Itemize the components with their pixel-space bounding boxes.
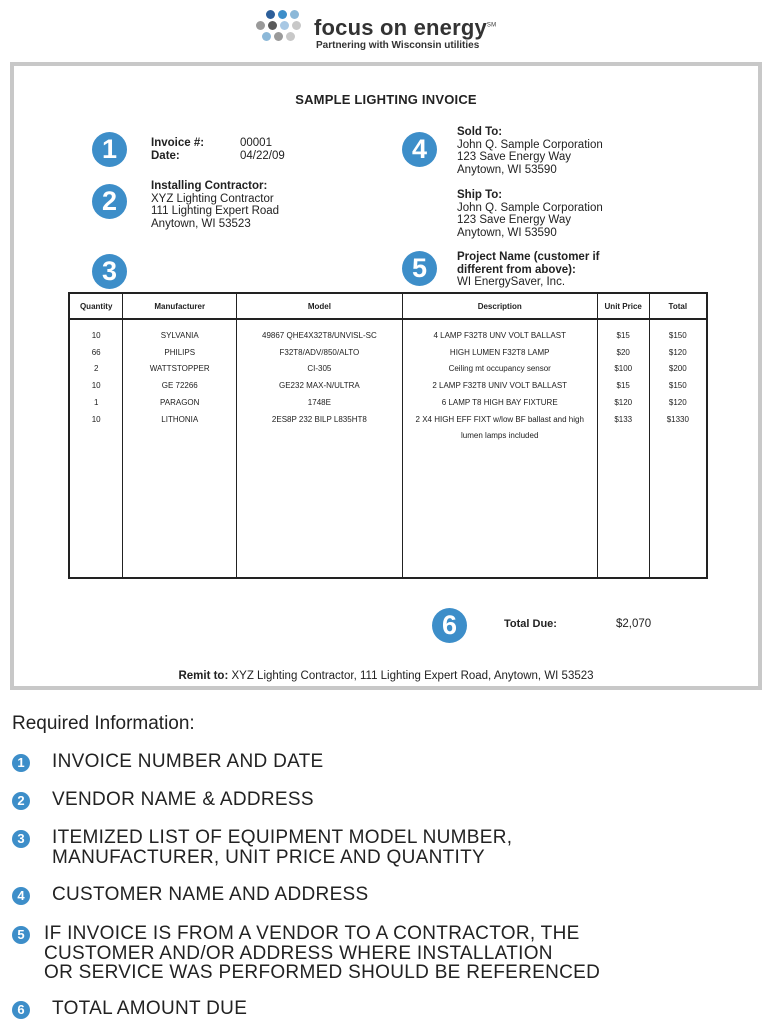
logo-dot [262,32,271,41]
badge-3: 3 [92,254,127,289]
logo-dots-icon [252,8,308,48]
required-item-text: IF INVOICE IS FROM A VENDOR TO A CONTRACTOR, THE CUSTOMER AND/OR ADDRESS WHERE INSTALLATION OR SERVICE WAS PERFORMED SHOULD BE REFERENCED [44,923,601,983]
logo-dot [286,32,295,41]
invoice-title: SAMPLE LIGHTING INVOICE [295,92,477,107]
required-item-text: TOTAL AMOUNT DUE [52,998,248,1019]
table-cell: $100 [614,364,633,374]
logo-dot [274,32,283,41]
remit-label: Remit to: [178,670,229,682]
table-cell: $150 [668,381,687,391]
logo-wordmark: focus on energy℠ [314,15,497,40]
required-info-heading: Required Information: [12,713,195,734]
column-header: Model [237,293,403,319]
logo-dot [256,21,265,30]
required-item-text: ITEMIZED LIST OF EQUIPMENT MODEL NUMBER, MANUFACTURER, UNIT PRICE AND QUANTITY [52,827,513,868]
logo-dot [292,21,301,30]
table-cell: GE 72266 [161,381,198,391]
table-cell: $133 [614,414,633,424]
table-cell: 2 X4 HIGH EFF FIXT w/low BF ballast and high lumen lamps included [415,414,584,441]
table-cell: SYLVANIA [160,331,199,340]
table-cell: Ceiling mt occupancy sensor [448,364,551,374]
column-header: Manufacturer [123,293,237,319]
focus-on-energy-logo [252,8,552,54]
sold-to-street: 123 Save Energy Way [457,151,571,163]
logo-dot [266,10,275,19]
table-cell: F32T8/ADV/850/ALTO [279,347,360,357]
sold-to-city: Anytown, WI 53590 [457,163,557,176]
table-cell: $15 [616,331,630,340]
table-cell: $1330 [666,414,689,424]
table-cell: $120 [668,397,687,407]
ship-to-street: 123 Save Energy Way [457,214,571,226]
table-cell: 1748E [307,397,331,407]
number-badge-icon: 1 [12,754,30,772]
contractor-name: XYZ Lighting Contractor [151,192,274,205]
table-cell: 49867 QHE4X32T8/UNVISL-SC [262,331,377,340]
number-badge-icon: 5 [12,926,30,944]
table-body [69,319,707,578]
required-item [12,999,247,1019]
invoice-number-label: Invoice #: [151,137,205,149]
description-column [402,319,597,578]
total-due-value: $2,070 [616,618,652,630]
table-cell: 1 [93,397,99,407]
required-item [12,828,512,867]
table-cell: $15 [616,381,630,391]
logo-dot [268,21,277,30]
ship-to-name: John Q. Sample Corporation [457,201,603,214]
logo-dot [290,10,299,19]
sample-invoice [10,62,762,690]
invoice-date-label: Date: [151,149,180,162]
number-badge-icon: 6 [12,1001,30,1019]
badge-6: 6 [432,608,467,643]
table-cell: HIGH LUMEN F32T8 LAMP [449,347,550,357]
number-badge-icon: 4 [12,887,30,905]
table-cell: WATTSTOPPER [149,364,210,374]
required-item [12,790,314,810]
table-cell: $120 [668,347,687,357]
table-cell: PARAGON [160,397,200,407]
sold-to-label: Sold To: [457,126,503,138]
required-item [12,752,324,772]
total-column [649,319,707,578]
project-label-line2: different from above): [457,263,576,276]
installing-contractor [151,180,279,230]
badge-2: 2 [92,184,127,219]
invoice-number-date [151,137,285,162]
badge-4: 4 [402,132,437,167]
required-item-text: VENDOR NAME & ADDRESS [52,789,314,810]
ship-to-label: Ship To: [457,189,503,201]
remit-address: XYZ Lighting Contractor, 111 Lighting Expert Road, Anytown, WI 53523 [231,670,594,682]
table-cell: 2 [93,364,99,374]
logo-tagline: Partnering with Wisconsin utilities [316,40,480,51]
column-header: Total [649,293,707,319]
contractor-street: 111 Lighting Expert Road [151,205,280,217]
invoice-date: 04/22/09 [240,149,285,162]
table-cell: GE232 MAX-N/ULTRA [278,381,360,391]
ship-to-city: Anytown, WI 53590 [457,226,557,239]
quantity-column [69,319,123,578]
contractor-city: Anytown, WI 53523 [151,217,251,230]
invoice-number: 00001 [240,137,272,149]
ship-to [457,189,603,239]
table-cell: 4 LAMP F32T8 UNV VOLT BALLAST [433,331,566,340]
remit-to [14,670,758,682]
table-cell: LITHONIA [161,414,199,424]
column-header: Description [402,293,597,319]
table-cell: $200 [668,364,687,374]
table-cell: 66 [91,347,101,357]
project-label-line1: Project Name (customer if [457,251,600,263]
table-cell: 6 LAMP T8 HIGH BAY FIXTURE [441,397,558,407]
manufacturer-column [123,319,237,578]
project-value: WI EnergySaver, Inc. [457,276,566,288]
unit-price-column [597,319,649,578]
table-cell: 10 [91,331,101,340]
sold-to-name: John Q. Sample Corporation [457,138,603,151]
required-item [12,885,368,905]
table-cell: 10 [91,381,101,391]
logo-dot [280,21,289,30]
required-item-text: CUSTOMER NAME AND ADDRESS [52,884,369,905]
line-items-table [68,292,708,579]
table-header-row [69,293,707,319]
table-cell: $120 [614,397,633,407]
badge-5: 5 [402,251,437,286]
table-cell: 10 [91,414,101,424]
column-header: Quantity [69,293,123,319]
model-column [237,319,403,578]
number-badge-icon: 3 [12,830,30,848]
contractor-label: Installing Contractor: [151,180,268,192]
badge-1: 1 [92,132,127,167]
logo-dot [278,10,287,19]
column-header: Unit Price [597,293,649,319]
table-cell: CI-305 [307,364,332,374]
required-item-text: INVOICE NUMBER AND DATE [52,751,324,772]
table-cell: 2 LAMP F32T8 UNIV VOLT BALLAST [432,381,568,391]
required-item [12,924,600,983]
table-cell: PHILIPS [164,347,196,357]
number-badge-icon: 2 [12,792,30,810]
table-cell: $150 [668,331,687,340]
total-due-label: Total Due: [504,618,557,630]
table-cell: 2ES8P 232 BILP L835HT8 [271,414,367,424]
project-name [457,251,600,289]
table-cell: $20 [616,347,630,357]
sold-to [457,126,603,176]
